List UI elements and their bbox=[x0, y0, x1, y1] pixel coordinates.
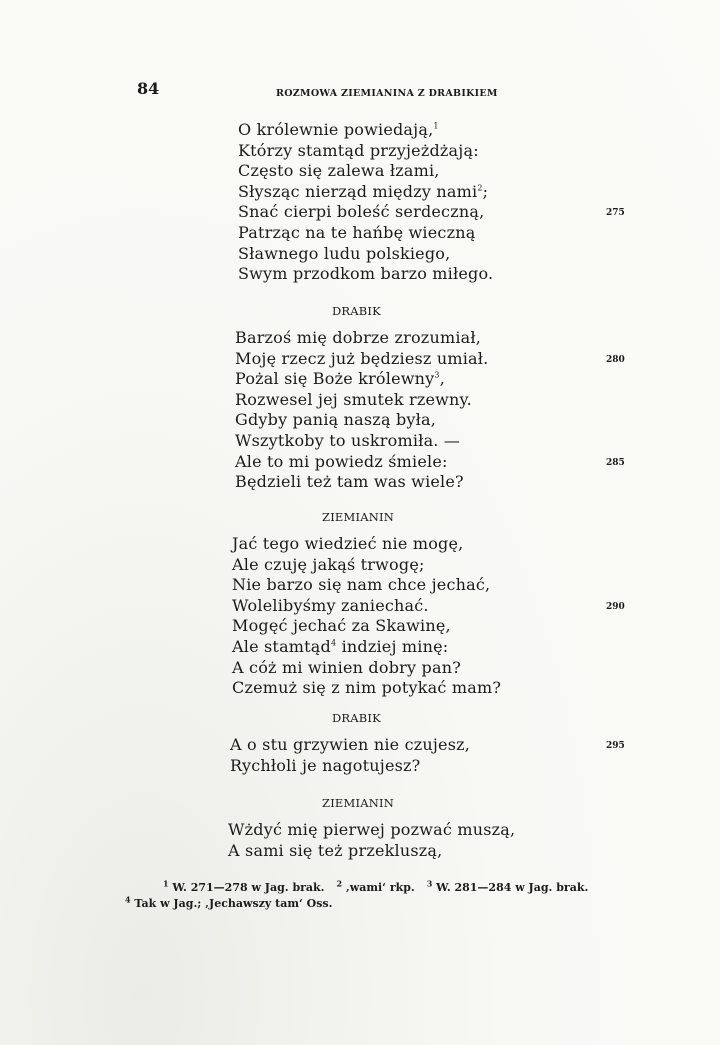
verse-line: Jać tego wiedzieć nie mogę, bbox=[232, 534, 464, 553]
footnote: $^4$ Tak w Jag.; ‚Jechawszy tam‘ Oss. bbox=[125, 894, 333, 910]
verse-line: Słysząc nierząd między nami$^2$; bbox=[238, 181, 489, 201]
speaker-label: ZIEMIANIN bbox=[322, 510, 395, 524]
verse-line: Snać cierpi boleść serdeczną, bbox=[238, 202, 485, 222]
verse-line: Wżdyć mię pierwej pozwać muszą, bbox=[228, 820, 516, 839]
footnote: $^1$ W. 271—278 w Jag. brak. bbox=[163, 878, 325, 894]
speaker-label: DRABIK bbox=[332, 711, 381, 725]
verse-line: Barzoś mię dobrze zrozumiał, bbox=[235, 328, 482, 347]
verse-line: Często się zalewa łzami, bbox=[238, 161, 440, 181]
verse-line: Wszytkoby to uskromiła. — bbox=[235, 431, 461, 450]
verse-line: Sławnego ludu polskiego, bbox=[238, 243, 451, 263]
footnote-marker: 4 bbox=[331, 638, 337, 648]
footnote-row bbox=[125, 896, 645, 912]
line-number: 280 bbox=[606, 354, 625, 365]
verse-line: Pożal się Boże królewny$^3$, bbox=[235, 369, 445, 389]
verse-line: A sami się też przekluszą, bbox=[228, 840, 443, 860]
verse-line: A o stu grzywien nie czujesz, bbox=[230, 735, 471, 754]
verse-line: Ale stamtąd$^4$ indziej minę: bbox=[232, 637, 449, 656]
footnote: $^3$ W. 281—284 w Jag. brak. bbox=[426, 878, 589, 894]
verse-line: Ale to mi powiedz śmiele: bbox=[235, 451, 448, 471]
verse-line: Którzy stamtąd przyjeżdżają: bbox=[238, 140, 479, 160]
footnotes bbox=[125, 880, 645, 912]
line-number: 285 bbox=[606, 457, 625, 468]
line-number: 295 bbox=[606, 741, 625, 751]
verse-line: Gdyby panią naszą była, bbox=[235, 410, 437, 430]
page-number: 84 bbox=[137, 79, 160, 98]
footnote-marker: 2 bbox=[477, 183, 483, 193]
verse-line: Nie barzo się nam chce jechać, bbox=[232, 575, 491, 595]
verse-line: Patrząc na te hańbę wieczną bbox=[238, 223, 476, 242]
verse-line: A cóż mi winien dobry pan? bbox=[232, 657, 461, 677]
line-number: 290 bbox=[606, 601, 625, 612]
verse-line: Rozwesel jej smutek rzewny. bbox=[235, 389, 472, 409]
verse-line: Ale czuję jakąś trwogę; bbox=[232, 554, 425, 574]
verse-line: O królewnie powiedają,$^1$ bbox=[238, 120, 439, 139]
verse-line: Mogęć jechać za Skawinę, bbox=[232, 616, 451, 636]
verse-line: Moję rzecz już będziesz umiał. bbox=[235, 348, 489, 368]
verse-line: Czemuż się z nim potykać mam? bbox=[232, 678, 502, 698]
footnote-marker: 3 bbox=[434, 370, 440, 380]
verse-line: Rychłoli je nagotujesz? bbox=[230, 755, 421, 775]
verse-line: Swym przodkom barzo miłego. bbox=[238, 264, 494, 284]
verse-line: Wolelibyśmy zaniechać. bbox=[232, 595, 429, 615]
footnote-row bbox=[125, 880, 645, 896]
footnote-marker: 1 bbox=[433, 121, 439, 131]
footnote: $^2$ ‚wami‘ rkp. bbox=[336, 878, 415, 894]
running-head: ROZMOWA ZIEMIANINA Z DRABIKIEM bbox=[276, 88, 498, 99]
line-number: 275 bbox=[606, 208, 625, 219]
speaker-label: DRABIK bbox=[332, 304, 381, 318]
verse-line: Będzieli też tam was wiele? bbox=[235, 472, 464, 492]
speaker-label: ZIEMIANIN bbox=[322, 796, 395, 810]
